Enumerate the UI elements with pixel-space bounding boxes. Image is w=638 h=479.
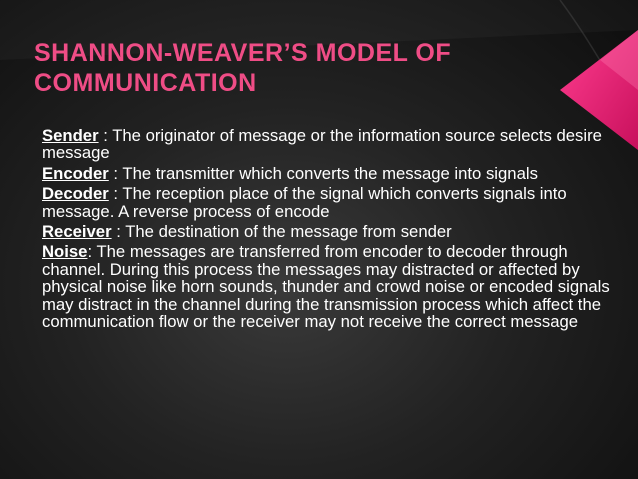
term-label: Decoder	[42, 184, 109, 204]
definition-list	[42, 127, 612, 333]
definition-text: The messages are transferred from encoder to decoder through channel. During this process the messages may distracted or affected by physical noise like horn sounds, thunder and crowd noise or encoded signals may distract in the channel during the transmission process which affect the communication flow or the receiver may not receive the correct message	[42, 242, 610, 332]
term-separator: :	[108, 184, 123, 204]
term-separator: :	[111, 222, 126, 242]
term-separator: :	[108, 163, 123, 183]
definition-text: The originator of message or the information source selects desire message	[42, 126, 602, 163]
definition-item-encoder	[42, 165, 612, 182]
definition-item-sender	[42, 127, 612, 162]
definition-text: The transmitter which converts the message into signals	[122, 163, 538, 183]
definition-item-receiver	[42, 223, 612, 240]
term-label: Noise	[42, 242, 88, 262]
definition-item-decoder	[42, 185, 612, 220]
term-label: Encoder	[42, 163, 109, 183]
term-label: Receiver	[42, 222, 112, 242]
slide-title: SHANNON-WEAVER’S MODEL OF COMMUNICATION	[34, 39, 452, 97]
term-separator: :	[87, 242, 97, 262]
definition-text: The destination of the message from sender	[125, 222, 452, 242]
term-separator: :	[98, 126, 113, 145]
definition-item-noise	[42, 243, 612, 330]
term-label: Sender	[42, 126, 99, 145]
definition-text: The reception place of the signal which converts signals into message. A reverse process of encode	[42, 184, 567, 221]
